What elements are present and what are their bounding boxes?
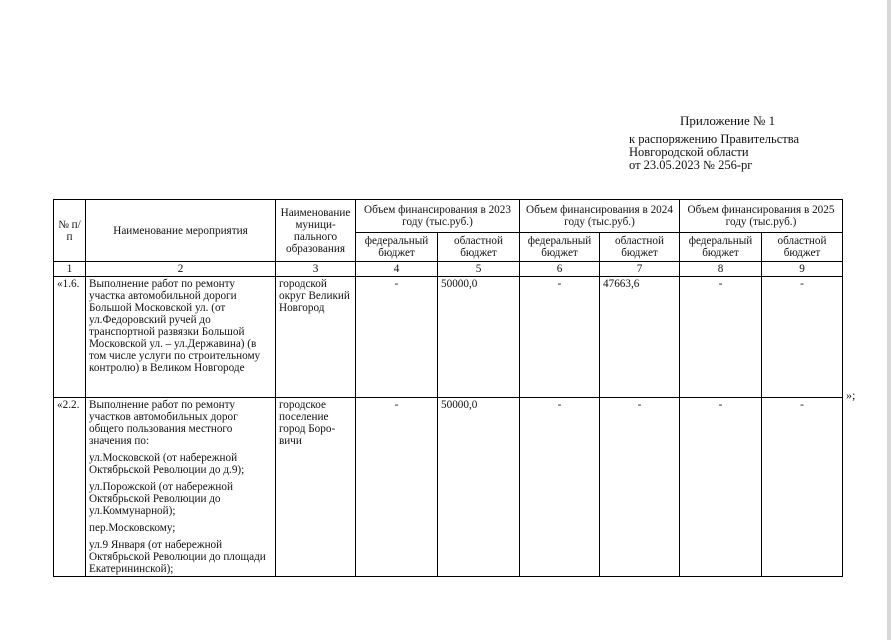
header-line-2: Новгородской области [629, 145, 749, 159]
municipality-name: городской округ Великий Новгород [276, 277, 356, 398]
header-num: № п/п [54, 200, 86, 262]
appendix-title: Приложение № 1 [680, 113, 776, 128]
row-closing-mark: »; [846, 388, 856, 402]
measure-name-part: ул.Московской (от набережной Октябрьской Революции до д.9); [89, 452, 245, 476]
federal-2023-value: - [356, 277, 438, 398]
regional-2024-value: - [600, 398, 680, 577]
measure-name-part: Выполнение работ по ремонту участков автомобильных дорог общего пользования местного значения по: [89, 399, 238, 447]
column-number: 7 [600, 262, 680, 277]
row-number: «2.2. [54, 398, 86, 577]
header-regional-2024: областной бюджет [600, 233, 680, 262]
federal-2023-value: - [356, 398, 438, 577]
federal-2024-value: - [520, 277, 600, 398]
header-regional-2025: областной бюджет [762, 233, 843, 262]
measure-name-part: ул.9 Января (от набережной Октябрьской Революции до площади Екатерининской); [89, 539, 266, 575]
regional-2025-value: - [762, 277, 843, 398]
header-regional-2023: областной бюджет [438, 233, 520, 262]
document-header [629, 114, 869, 172]
regional-2023-value: 50000,0 [438, 398, 520, 577]
header-line-1: к распоряжению Правительства [629, 132, 800, 146]
financing-table [53, 199, 843, 577]
measure-name-part: ул.Порожской (от набережной Октябрьской Революции до ул.Коммунарной); [89, 481, 233, 517]
regional-2023-value: 50000,0 [438, 277, 520, 398]
column-number: 3 [276, 262, 356, 277]
column-number: 8 [680, 262, 762, 277]
column-number: 2 [86, 262, 276, 277]
measure-name-part: пер.Московскому; [89, 522, 176, 534]
header-federal-2024: федеральный бюджет [520, 233, 600, 262]
column-number: 5 [438, 262, 520, 277]
header-municipality: Наименование муниципального образования [276, 200, 356, 262]
federal-2024-value: - [520, 398, 600, 577]
measure-name [86, 398, 276, 577]
header-federal-2023: федеральный бюджет [356, 233, 438, 262]
row-number: «1.6. [54, 277, 86, 398]
header-row-1 [54, 200, 843, 233]
measure-name: Выполнение работ по ремонту участка автомобильной дороги Большой Московской ул. (от ул.Федоровский ручей до транспортной развязки Большой Московской ул. – ул.Державина) (в том числе услуги по строительному контролю) в Великом Новгороде [86, 277, 276, 398]
regional-2024-value: 47663,6 [600, 277, 680, 398]
header-year-2025: Объем финансирования в 2025 году (тыс.руб.) [680, 200, 843, 233]
table-row [54, 277, 843, 398]
header-federal-2025: федеральный бюджет [680, 233, 762, 262]
column-number: 6 [520, 262, 600, 277]
federal-2025-value: - [680, 398, 762, 577]
municipality-name: городское поселение город Боровичи [276, 398, 356, 577]
column-number-row [54, 262, 843, 277]
page-edge [887, 0, 891, 640]
column-number: 4 [356, 262, 438, 277]
federal-2025-value: - [680, 277, 762, 398]
column-number: 1 [54, 262, 86, 277]
header-year-2024: Объем финансирования в 2024 году (тыс.руб.) [520, 200, 680, 233]
table-row [54, 398, 843, 577]
column-number: 9 [762, 262, 843, 277]
regional-2025-value: - [762, 398, 843, 577]
header-year-2023: Объем финансирования в 2023 году (тыс.руб.) [356, 200, 520, 233]
header-line-3: от 23.05.2023 № 256-рг [629, 158, 753, 172]
header-name: Наименование мероприятия [86, 200, 276, 262]
